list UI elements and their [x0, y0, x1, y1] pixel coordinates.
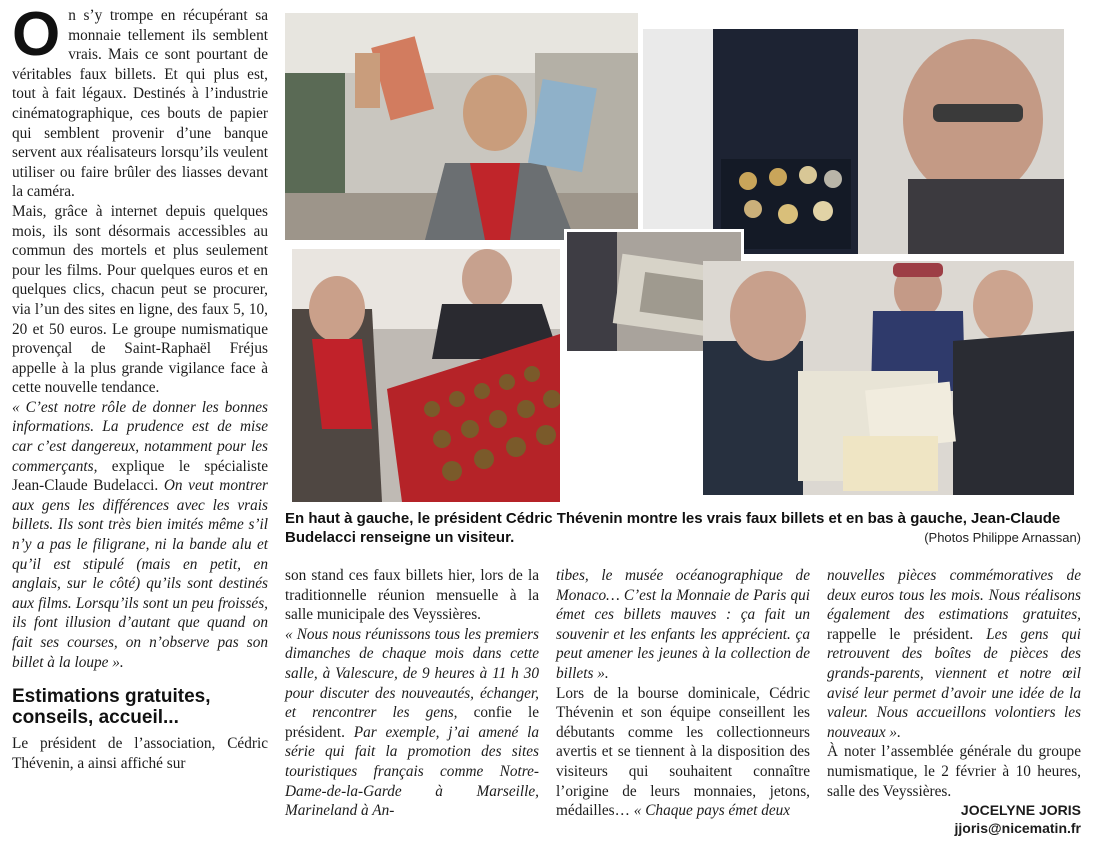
- attribution: explique le spécialiste Jean-Claude Budelacci.: [12, 457, 268, 495]
- quote-part: tibes, le musée océanographique de Monaco… C’est la Monnaie de Paris qui émet ces billets mauves : ça fait un souvenir et les enfants les apprécient. ça peut amener les jeunes à la collection de billets ».: [556, 567, 810, 682]
- article-column-3: [556, 566, 810, 821]
- quote-part: « C’est notre rôle de donner les bonnes informations. La prudence est de mise car c’est dangereux, notamment pour les commerçants,: [12, 398, 268, 475]
- attribution: rappelle le président.: [827, 625, 987, 643]
- article-column-2: [285, 566, 539, 821]
- quote-part: Par exemple, j’ai amené la série qui fait la promotion des sites touristiques français comme Notre-Dame-de-la-Garde à Marseille, Marineland à An-: [285, 723, 539, 820]
- author-email[interactable]: jjoris@nicematin.fr: [954, 820, 1081, 837]
- paragraph-bourse: [556, 684, 810, 821]
- drop-cap: O: [12, 0, 61, 69]
- quote-part: On veut montrer aux gens les différences avec les vrais billets. Ils sont très bien imités même s’il n’y a pas le filigrane, ni la bande alu et qu’il est stipulé (mais en petit, en anglais, sur le côté) qu’ils sont destinés aux films. Lorsqu’ils sont un peu froissés, ils font illusion d’autant que quand on fait ses courses, on n’observe pas son billet à la loupe ».: [12, 477, 268, 671]
- article-column-1: [12, 0, 268, 773]
- paragraph-president: Le président de l’association, Cédric Thévenin, a ainsi affiché sur: [12, 735, 268, 772]
- quote-part: Les gens qui retrouvent des boîtes de pièces des grands-parents, viennent et notre œil avisé leur permet d’avoir une idée de la valeur. Nous accueillons volontiers les nouveaux ».: [827, 625, 1081, 741]
- quote-part: nouvelles pièces commémoratives de deux euros tous les mois. Nous réalisons également des estimations gratuites,: [827, 567, 1081, 624]
- subheading: Estimations gratuites, conseils, accueil...: [12, 686, 211, 729]
- photo-caption: En haut à gauche, le président Cédric Thévenin montre les vrais faux billets et en bas à gauche, Jean-Claude Budelacci renseigne un visiteur.: [285, 510, 1061, 546]
- paragraph-internet: Mais, grâce à internet depuis quelques mois, ils sont désormais accessibles au commun des mortels et plus seulement pour les films. Pour quelques euros et en quelques clics, chacun peut se procurer, via l’un des sites en ligne, des faux 5, 10, 20 et 50 euros. Le groupe numismatique provençal de Saint-Raphaël Fréjus appelle à la plus grande vigilance face à cette nouvelle tendance.: [12, 202, 268, 397]
- article-column-4: [827, 566, 1081, 837]
- quote-part: « Nous nous réunissons tous les premiers dimanches de chaque mois dans cette salle, à Valescure, de 9 heures à 11 h 30 pour discuter des nouveautés, échanger, et rencontrer les gens,: [285, 625, 539, 722]
- paragraph-intro: n s’y trompe en récupérant sa monnaie tellement ils semblent vrais. Mais ce sont pourtant de véritables faux billets. Et qui plus est, tout à fait légaux. Destinés à l’industrie cinématographique, ces bouts de papier qui semblent provenir d’une banque servent aux réalisateurs lorsqu’ils veulent utiliser ou faire brûler des liasses devant la caméra.: [12, 7, 268, 201]
- paragraph-quote-budelacci: [12, 398, 268, 672]
- paragraph-assembly: À noter l’assemblée générale du groupe numismatique, le 2 février à 10 heures, salle des Veyssières.: [827, 743, 1081, 800]
- attribution: confie le président.: [285, 704, 539, 741]
- author-name: JOCELYNE JORIS: [960, 802, 1081, 819]
- photo-stamp-albums: [703, 261, 1074, 495]
- paragraph-stand: son stand ces faux billets hier, lors de la traditionnelle réunion mensuelle à la salle municipale des Veyssières.: [285, 567, 539, 624]
- photo-credit: (Photos Philippe Arnassan): [924, 530, 1081, 545]
- paragraph-quote-meetings: [285, 625, 539, 821]
- quote-part: « Chaque pays émet deux: [633, 802, 791, 820]
- photo-coin-set-box: [643, 29, 1064, 254]
- body-text: Lors de la bourse dominicale, Cédric Thévenin et son équipe conseillent les débutants comme les collectionneurs avertis et se tiennent à la disposition des visiteurs qui souhaitent connaître l’origine de leurs monnaies, jetons, médailles…: [556, 684, 810, 820]
- paragraph-quote-coins: [827, 566, 1081, 742]
- photo-coin-tray-visitor: [292, 249, 560, 502]
- photo-president-fake-bills: [285, 13, 638, 240]
- paragraph-quote-monaco: [556, 566, 810, 684]
